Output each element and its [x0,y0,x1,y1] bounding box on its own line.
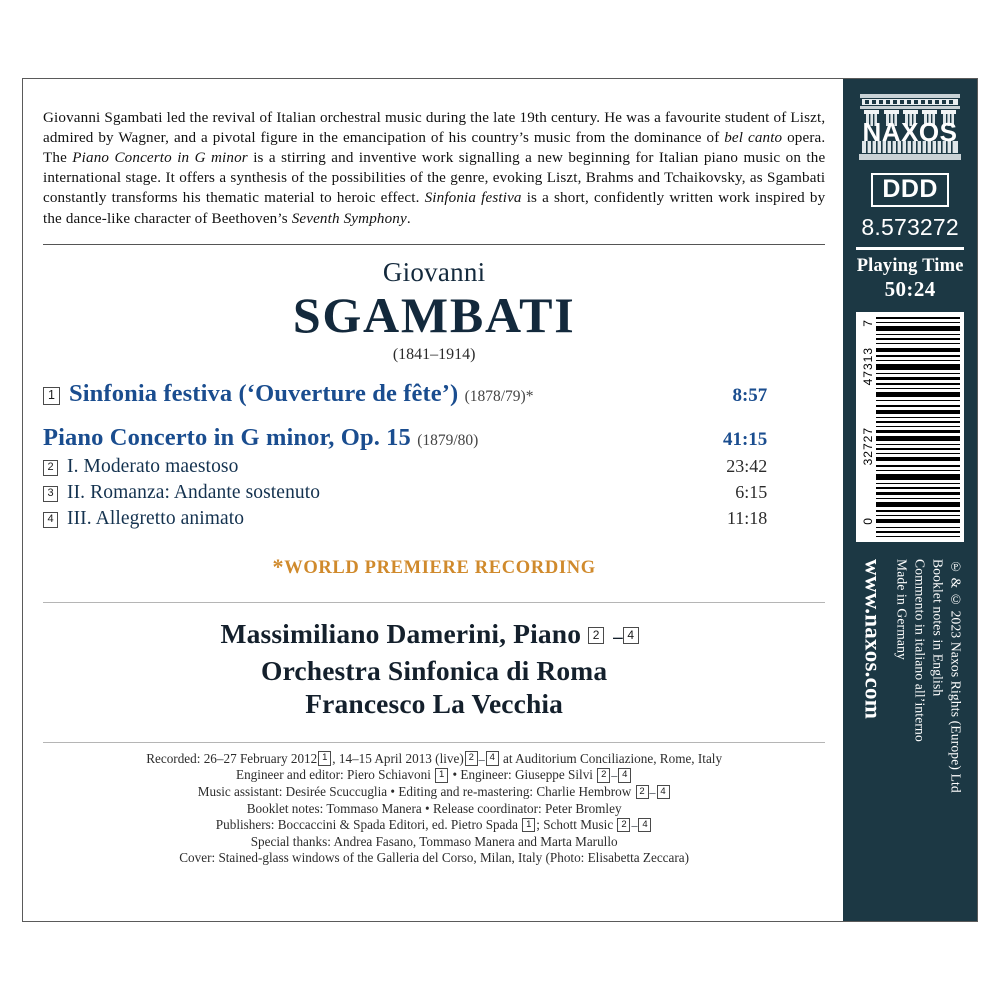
credit-line-engineer [43,767,825,784]
track-number-badge: 2 [588,627,604,644]
work-title [69,380,534,408]
liner-notes-paragraph [43,108,825,229]
track-number-badge: 2 [43,460,58,476]
track-number-badge: 4 [43,512,58,528]
naxos-sidebar [843,79,977,921]
recorded-text-b: , 14–15 April 2013 (live) [332,750,464,766]
range-dash: – [631,818,638,833]
sidebar-divider [856,247,964,250]
world-premiere-note [43,554,825,580]
publishers-text-b: ; Schott Music [536,817,614,833]
blurb-part-1: Giovanni Sgambati led the revival of Italian orchestral music during the late 19th century. He was a favourite student of Liszt, admired by Wagner, and a pivotal figure in the emancipation of his country’s music from the dominance of [43,110,826,147]
soloist-name: Massimiliano Damerini, Piano [220,617,582,649]
divider-under-notes [43,244,825,245]
blurb-italic-bel-canto: bel canto [724,130,783,147]
recorded-text-a: Recorded: 26–27 February 2012 [146,750,318,766]
range-dash: – [613,626,623,648]
range-dash: – [611,768,618,783]
track-number-badge: 1 [435,768,448,783]
movement-title: II. Romanza: Andante sostenuto [67,481,321,503]
credit-line-assistant [43,784,825,801]
track-number-badge: 2 [597,768,610,783]
legal-line-4: Made in Germany [894,559,910,660]
work-title-text: Piano Concerto in G minor, Op. 15 [43,423,411,451]
track-row[interactable] [43,508,825,530]
credits-block [43,743,825,867]
cd-back-cover [22,78,978,922]
composer-last-name: SGAMBATI [292,286,576,343]
movement-duration: 23:42 [726,455,768,476]
blurb-part-2: opera. The [43,130,826,167]
credit-line-booklet: Booklet notes: Tommaso Manera • Release coordinator: Peter Bromley [246,800,622,816]
work-year: (1878/79) [464,387,526,405]
publishers-text-a: Publishers: Boccaccini & Spada Editori, ed. Pietro Spada [215,817,518,833]
playing-time-label: Playing Time [856,256,964,276]
blurb-italic-sinfonia: Sinfonia festiva [424,190,522,207]
movement-duration: 11:18 [726,507,768,528]
range-dash: – [649,784,656,799]
track-number-badge: 1 [318,751,331,766]
legal-line-3: Commento in italiano all’interno [912,559,928,742]
work-duration: 8:57 [732,384,768,406]
soloist-line [43,617,825,654]
premiere-asterisk-icon: * [272,553,285,579]
blurb-part-4: is a short, confidently written work inspired by the dance-like character of Beethoven’s [43,190,826,227]
blurb-part-5: . [406,210,411,227]
work-title [43,424,478,452]
track-number-badge: 1 [522,818,535,833]
work-group-header [43,424,825,452]
credit-line-publishers [43,817,825,834]
credit-line-cover: Cover: Stained-glass windows of the Galleria del Corso, Milan, Italy (Photo: Elisabetta Zeccara) [179,850,690,866]
engineer-text-b: • Engineer: Giuseppe Silvi [452,767,593,783]
track-number-badge: 4 [638,818,651,833]
composer-block [43,256,825,368]
conductor-name: Francesco La Vecchia [305,687,564,719]
composer-dates: (1841–1914) [392,345,476,363]
track-number-badge: 2 [636,785,649,800]
blurb-italic-concerto: Piano Concerto in G minor [72,150,248,167]
work-title-text: Sinfonia festiva (‘Ouverture de fête’) [69,379,459,407]
legal-line-2: Booklet notes in English [930,559,946,697]
range-dash: – [478,751,485,766]
track-number-badge: 1 [43,387,60,405]
track-number-badge: 4 [618,768,631,783]
recorded-text-c: at Auditorium Conciliazione, Rome, Italy [503,750,723,766]
barcode-digit-start: 7 [861,319,876,327]
work-year: (1879/80) [417,431,479,449]
credit-line-recorded [43,751,825,768]
barcode-digits [860,317,876,537]
performers-block [43,603,825,720]
track-row[interactable] [43,456,825,478]
barcode-group-1: 47313 [861,347,876,386]
recording-code-badge: DDD [871,173,949,207]
composer-first-name: Giovanni [382,256,486,287]
premiere-note-text: WORLD PREMIERE RECORDING [284,557,596,578]
barcode-group-2: 32727 [861,427,876,466]
track-row[interactable] [43,482,825,504]
engineer-text-a: Engineer and editor: Piero Schiavoni [236,767,431,783]
legal-line-1: ℗ & © 2023 Naxos Rights (Europe) Ltd [948,559,964,793]
assistant-text: Music assistant: Desirée Scuccuglia • Editing and re-mastering: Charlie Hembrow [197,783,632,799]
blurb-part-3: is a stirring and inventive work signalling a new beginning for Italian piano music on the international stage. It offers a synthesis of the possibilities of the genre, evoking Liszt, Brahms and Tchaikovsky, as Sgambati constantly transforms his thematic material to heroic effect. [43,150,826,207]
barcode [856,312,964,542]
premiere-asterisk: * [525,387,534,405]
movement-title: III. Allegretto animato [67,507,245,529]
main-panel [23,79,843,921]
barcode-bars [876,317,960,537]
naxos-logo [858,93,962,165]
catalogue-number: 8.573272 [861,214,959,240]
greek-temple-icon [858,93,962,165]
playing-time-value: 50:24 [884,277,936,301]
track-number-badge: 4 [486,751,499,766]
track-number-badge: 3 [43,486,58,502]
naxos-wordmark: NAXOS [862,117,958,147]
movement-duration: 6:15 [735,481,768,502]
track-row[interactable] [43,380,825,408]
track-number-badge: 4 [623,627,639,644]
track-number-badge: 2 [617,818,630,833]
work-duration: 41:15 [722,428,768,450]
track-number-badge: 2 [465,751,478,766]
naxos-website-link[interactable]: www.naxos.com [860,559,886,720]
credit-line-thanks: Special thanks: Andrea Fasano, Tommaso Manera and Marta Marullo [250,833,618,849]
barcode-digit-end: 0 [861,517,876,525]
track-listing [43,380,825,530]
orchestra-name: Orchestra Sinfonica di Roma [261,654,608,686]
track-number-badge: 4 [657,785,670,800]
blurb-italic-seventh: Seventh Symphony [291,210,407,227]
movement-title: I. Moderato maestoso [67,455,239,477]
